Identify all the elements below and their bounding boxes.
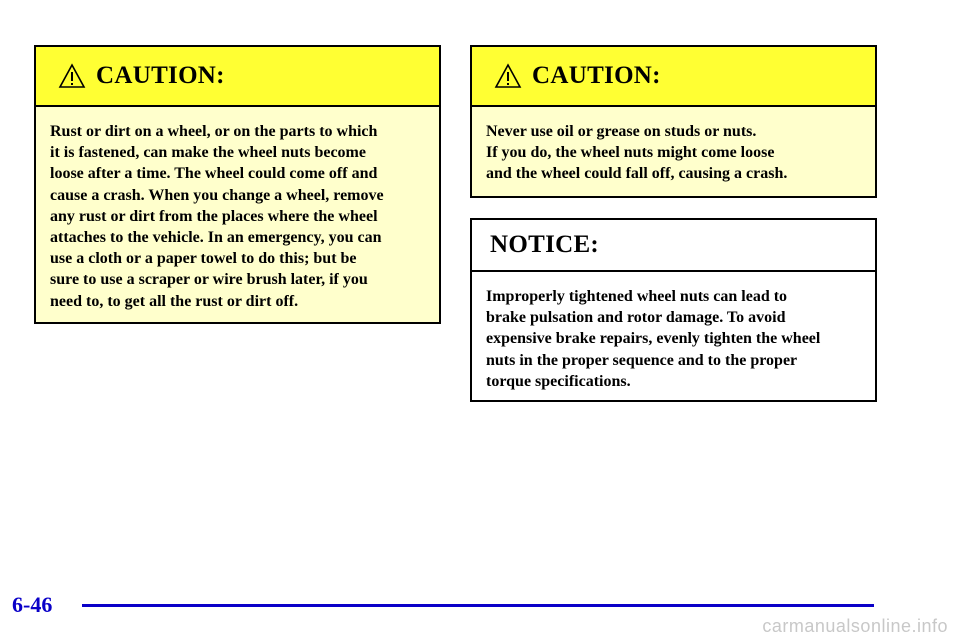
caution-line: it is fastened, can make the wheel nuts become	[50, 144, 366, 162]
caution-line: need to, to get all the rust or dirt off.	[50, 292, 299, 310]
notice-box-wheel-nuts	[470, 218, 877, 402]
caution-title: CAUTION:	[532, 62, 661, 89]
notice-line: brake pulsation and rotor damage. To avoid	[486, 309, 786, 327]
caution-line: cause a crash. When you change a wheel, remove	[50, 186, 384, 204]
notice-line: expensive brake repairs, evenly tighten the wheel	[486, 330, 821, 348]
notice-title: NOTICE:	[490, 231, 600, 258]
caution-header	[36, 47, 439, 107]
notice-line: nuts in the proper sequence and to the proper	[486, 351, 798, 369]
notice-body	[472, 272, 875, 400]
caution-box-oil-grease	[470, 45, 877, 198]
caution-line: Rust or dirt on a wheel, or on the parts to which	[50, 123, 378, 140]
caution-line: any rust or dirt from the places where the wheel	[50, 207, 378, 225]
notice-header	[472, 220, 875, 272]
caution-body	[472, 107, 875, 196]
caution-line: use a cloth or a paper towel to do this; but be	[50, 250, 357, 268]
notice-line: Improperly tightened wheel nuts can lead to	[486, 288, 788, 305]
caution-body	[36, 107, 439, 322]
caution-line: loose after a time. The wheel could come off and	[50, 165, 378, 183]
notice-line: torque specifications.	[486, 372, 631, 390]
caution-line: Never use oil or grease on studs or nuts.	[486, 123, 757, 140]
page-number: 6-46	[12, 592, 53, 617]
caution-line: and the wheel could fall off, causing a crash.	[486, 165, 788, 183]
caution-line: sure to use a scraper or wire brush later, if you	[50, 271, 368, 289]
caution-line: If you do, the wheel nuts might come loose	[486, 144, 775, 162]
caution-line: attaches to the vehicle. In an emergency, you can	[50, 229, 382, 247]
warning-triangle-icon	[58, 63, 86, 89]
warning-triangle-icon	[494, 63, 522, 89]
footer-rule	[82, 604, 874, 607]
caution-box-wheel-rust	[34, 45, 441, 324]
caution-title: CAUTION:	[96, 62, 225, 89]
watermark: carmanualsonline.info	[762, 616, 948, 636]
caution-header	[472, 47, 875, 107]
